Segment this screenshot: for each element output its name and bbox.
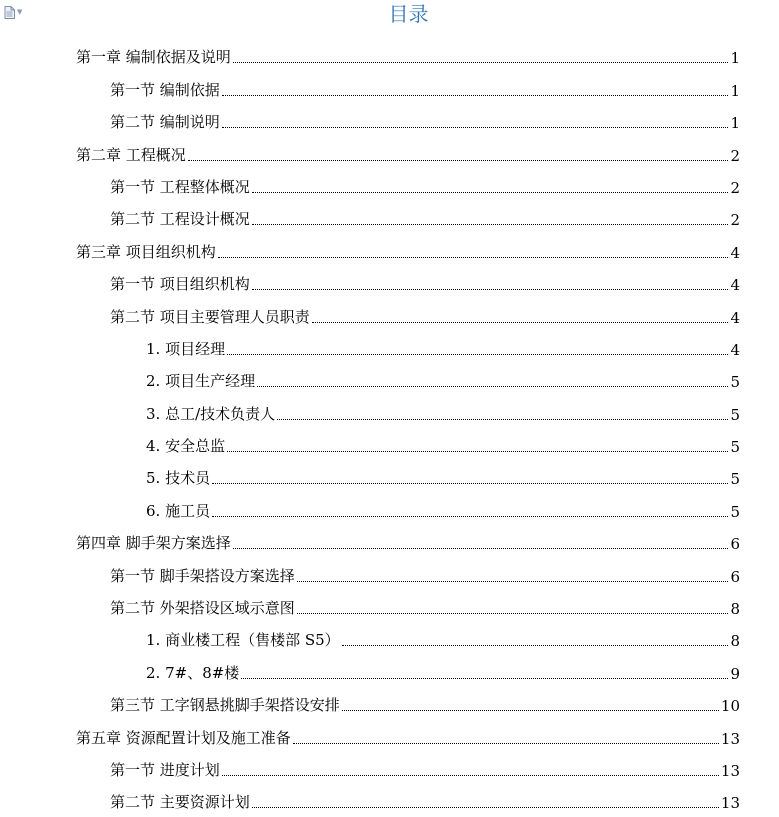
toc-entry[interactable] xyxy=(0,105,779,137)
toc-entry-text: 1. 商业楼工程（售楼部 S5） xyxy=(146,631,340,650)
toc-entry[interactable] xyxy=(0,137,779,169)
toc-entry[interactable] xyxy=(0,526,779,558)
toc-entry-text: 3. 总工/技术负责人 xyxy=(146,404,276,423)
toc-page-number: 13 xyxy=(720,729,740,748)
toc-page-number: 9 xyxy=(730,664,740,683)
toc-page-number: 8 xyxy=(730,632,740,651)
dot-leader xyxy=(297,612,729,614)
toc-entry-text: 第一节 进度计划 xyxy=(110,760,220,779)
dot-leader xyxy=(212,515,728,517)
toc-page-number: 4 xyxy=(730,308,740,327)
toc-entry-text: 第二节 编制说明 xyxy=(110,113,220,132)
toc-entry-text: 1. 项目经理 xyxy=(146,339,226,358)
toc-entry[interactable] xyxy=(0,591,779,623)
page-title: 目录 xyxy=(388,2,429,26)
toc-entry-text: 6. 施工员 xyxy=(146,501,211,520)
dot-leader xyxy=(342,644,729,646)
toc-entry-text: 第一节 脚手架搭设方案选择 xyxy=(110,566,295,585)
toc-page-number: 4 xyxy=(730,276,740,295)
toc-entry-text: 第三节 工字钢悬挑脚手架搭设安排 xyxy=(110,696,340,715)
dot-leader xyxy=(342,709,719,711)
toc-entry-text: 4. 安全总监 xyxy=(146,437,226,456)
toc-entry-text: 2. 项目生产经理 xyxy=(146,372,256,391)
toc-entry[interactable] xyxy=(0,558,779,590)
toc-entry[interactable] xyxy=(0,655,779,687)
toc-entry-text: 第二节 主要资源计划 xyxy=(110,793,250,812)
toc-entry[interactable] xyxy=(0,753,779,785)
dot-leader xyxy=(227,353,728,355)
dot-leader xyxy=(233,61,729,63)
toc-page-number: 6 xyxy=(730,567,740,586)
toc-page-number: 4 xyxy=(730,340,740,359)
toc-entry-text: 第一章 编制依据及说明 xyxy=(76,48,231,67)
toc-entry-text: 第二节 项目主要管理人员职责 xyxy=(110,307,310,326)
toc-page-number: 8 xyxy=(730,600,740,619)
toc-page-number: 5 xyxy=(730,502,740,521)
toc-entry-text: 第二节 工程设计概况 xyxy=(110,210,250,229)
toc-entry[interactable] xyxy=(0,396,779,428)
toc-entry-text: 第一节 项目组织机构 xyxy=(110,275,250,294)
dot-leader xyxy=(222,94,729,96)
toc-page-number: 5 xyxy=(730,405,740,424)
dot-leader xyxy=(252,223,729,225)
toc-entry-text: 2. 7#、8#楼 xyxy=(146,663,240,682)
dot-leader xyxy=(212,482,728,484)
dot-leader xyxy=(233,547,729,549)
toc-entry[interactable] xyxy=(0,234,779,266)
toc-page-number: 1 xyxy=(730,114,740,133)
toc-entry-text: 第五章 资源配置计划及施工准备 xyxy=(76,728,291,747)
toc-entry-text: 第二章 工程概况 xyxy=(76,145,186,164)
dot-leader xyxy=(227,450,728,452)
toc-entry-text: 第一节 工程整体概况 xyxy=(110,177,250,196)
toc-entry[interactable] xyxy=(0,429,779,461)
toc-page-number: 1 xyxy=(730,49,740,68)
dot-leader xyxy=(312,321,729,323)
toc-page-number: 2 xyxy=(730,146,740,165)
dot-leader xyxy=(252,191,729,193)
toc-page-number: 10 xyxy=(720,697,740,716)
toc-page-number: 13 xyxy=(720,794,740,813)
dot-leader xyxy=(222,126,729,128)
toc-entry[interactable] xyxy=(0,364,779,396)
toc-entry[interactable] xyxy=(0,202,779,234)
toc-entry[interactable] xyxy=(0,493,779,525)
dot-leader xyxy=(252,288,729,290)
toc-entry[interactable] xyxy=(0,623,779,655)
dot-leader xyxy=(241,677,728,679)
toc-page-number: 2 xyxy=(730,178,740,197)
toc-entry-text: 第三章 项目组织机构 xyxy=(76,242,216,261)
toc-entry-text: 5. 技术员 xyxy=(146,469,211,488)
toc-entry[interactable] xyxy=(0,461,779,493)
toc-page-number: 5 xyxy=(730,373,740,392)
dot-leader xyxy=(222,774,719,776)
toc-page-number: 5 xyxy=(730,470,740,489)
dot-leader xyxy=(188,159,729,161)
dot-leader xyxy=(257,385,728,387)
chevron-down-icon: ▼ xyxy=(17,8,23,16)
toc-page-number: 1 xyxy=(730,81,740,100)
toc-entry-text: 第二节 外架搭设区域示意图 xyxy=(110,599,295,618)
table-of-contents xyxy=(0,40,779,817)
dot-leader xyxy=(297,580,729,582)
toc-entry[interactable] xyxy=(0,785,779,817)
toc-entry[interactable] xyxy=(0,170,779,202)
dot-leader xyxy=(252,806,719,808)
toc-entry[interactable] xyxy=(0,299,779,331)
toc-entry[interactable] xyxy=(0,332,779,364)
dot-leader xyxy=(218,256,729,258)
toc-entry-text: 第一节 编制依据 xyxy=(110,80,220,99)
dot-leader xyxy=(293,742,719,744)
toc-page-number: 6 xyxy=(730,535,740,554)
toc-entry[interactable] xyxy=(0,72,779,104)
toc-entry[interactable] xyxy=(0,720,779,752)
dot-leader xyxy=(277,418,728,420)
toc-entry-text: 第四章 脚手架方案选择 xyxy=(76,534,231,553)
toc-entry[interactable] xyxy=(0,267,779,299)
toc-page-number: 4 xyxy=(730,243,740,262)
toc-page-number: 5 xyxy=(730,438,740,457)
toc-entry[interactable] xyxy=(0,40,779,72)
toc-entry[interactable] xyxy=(0,688,779,720)
toc-page-number: 13 xyxy=(720,761,740,780)
toc-page-number: 2 xyxy=(730,211,740,230)
